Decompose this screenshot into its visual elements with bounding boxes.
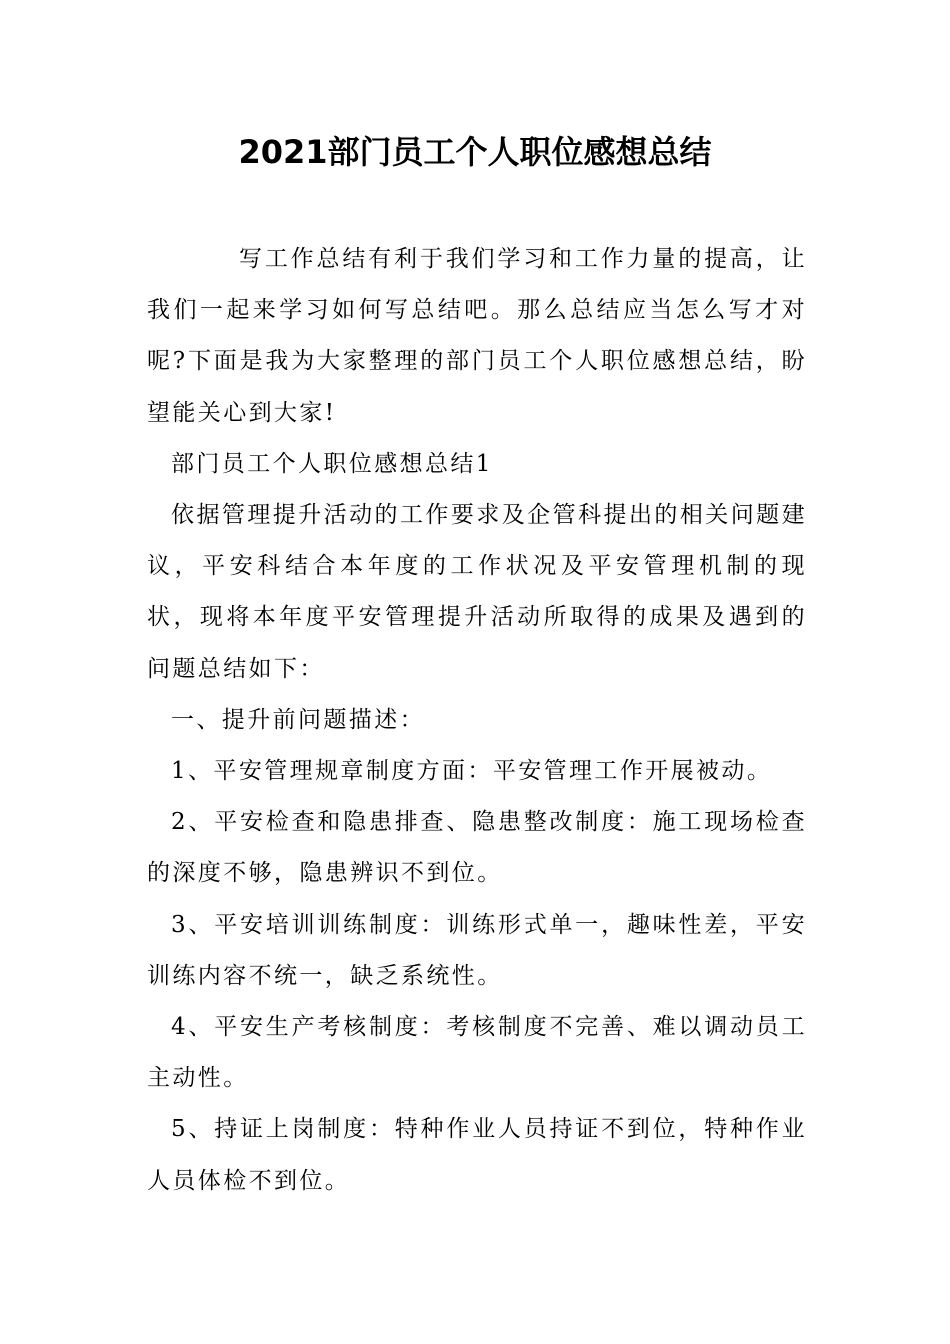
document-body [147,234,807,1207]
list-item: 2、平安检查和隐患排查、隐患整改制度：施工现场检查的深度不够，隐患辨识不到位。 [147,809,807,887]
intro-paragraph: 写工作总结有利于我们学习和工作力量的提高，让我们一起来学习如何写总结吧。那么总结应当怎么写才对呢?下面是我为大家整理的部门员工个人职位感想总结，盼望能关心到大家! [147,246,807,426]
list-item: 3、平安培训训练制度：训练形式单一，趣味性差，平安训练内容不统一，缺乏系统性。 [147,911,807,989]
section-heading: 部门员工个人职位感想总结1 [171,450,493,477]
list-item: 1、平安管理规章制度方面：平安管理工作开展被动。 [171,758,773,785]
list-item: 4、平安生产考核制度：考核制度不完善、难以调动员工主动性。 [147,1014,807,1092]
subsection-heading: 一、提升前问题描述： [171,706,425,733]
paragraph: 依据管理提升活动的工作要求及企管科提出的相关问题建议，平安科结合本年度的工作状况及平安管理机制的现状，现将本年度平安管理提升活动所取得的成果及遇到的问题总结如下： [147,502,807,682]
document-title: 2021部门员工个人职位感想总结 [238,133,712,171]
list-item: 5、持证上岗制度：特种作业人员持证不到位，特种作业人员体检不到位。 [147,1116,807,1194]
